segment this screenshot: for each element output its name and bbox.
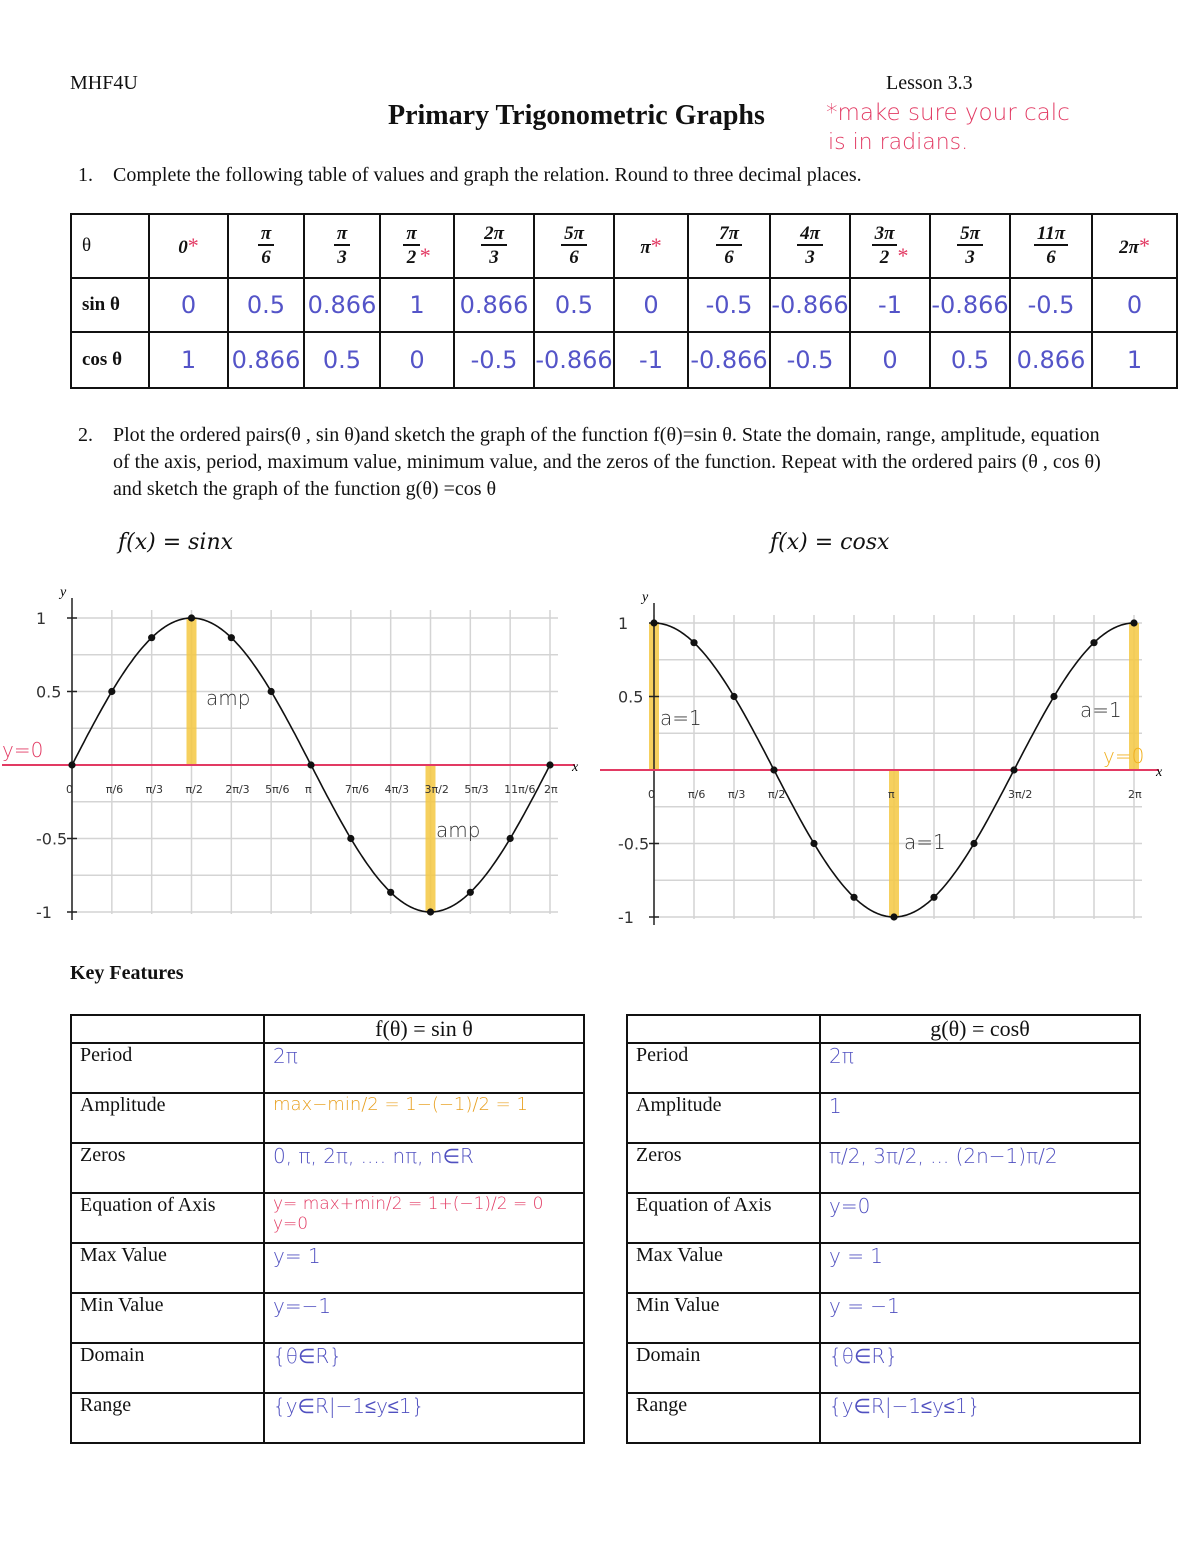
star-mark: * [897,242,909,268]
feature-row [627,1193,1140,1243]
cos-value-cell: -1 [614,332,688,388]
cos-value-cell: -0.5 [454,332,534,388]
cos-value-cell: 0 [850,332,930,388]
theta-cell [930,214,1010,278]
sin-value-cell: 0.5 [228,278,304,332]
sin-row [71,278,1177,332]
theta-cell [534,214,614,278]
feature-label: Amplitude [71,1093,264,1143]
feature-row [71,1043,584,1093]
data-point [507,835,514,842]
cos-value-cell: -0.866 [534,332,614,388]
annotation-text: y=0 [1103,744,1145,768]
feature-label: Domain [627,1343,820,1393]
data-point [1090,639,1097,646]
feature-value: y = 1 [820,1243,1140,1293]
x-tick-label: π/2 [185,783,203,796]
values-table [70,213,1178,389]
x-tick-label: π [305,783,312,796]
feature-value: y= max+min/2 = 1+(−1)/2 = 0 y=0 [264,1193,584,1243]
data-point [68,761,75,768]
theta-value: 0 [178,237,188,258]
feature-label: Zeros [71,1143,264,1193]
x-tick-label: π/6 [688,788,706,801]
theta-numerator: 5π [957,224,983,246]
page-title: Primary Trigonometric Graphs [388,100,765,131]
feature-row [71,1293,584,1343]
feature-value: {y∈R|−1≤y≤1} [820,1393,1140,1443]
feature-row [627,1293,1140,1343]
x-axis-label: x [1156,765,1163,780]
theta-row [71,214,1177,278]
feature-value: {θ∈R} [264,1343,584,1393]
theta-denominator: 3 [965,247,975,268]
feature-row [627,1343,1140,1393]
theta-denominator: 2 [879,246,890,268]
theta-denominator: 6 [261,247,271,268]
data-point [770,766,777,773]
course-code: MHF4U [70,72,138,94]
cos-features-table [626,1014,1141,1444]
sin-value-cell: 0 [1092,278,1177,332]
theta-cell [1092,214,1177,278]
data-point [1130,619,1137,626]
x-tick-label: 2π [544,783,558,796]
feature-row [627,1393,1140,1443]
feature-value: 2π [820,1043,1140,1093]
theta-value: π [640,237,651,258]
theta-numerator: 2π [481,224,507,246]
feature-label: Range [71,1393,264,1443]
star-mark: * [1138,233,1150,258]
annotation-text: y=0 [2,738,44,762]
cos-value-cell: 0.866 [228,332,304,388]
feature-value: y= 1 [264,1243,584,1293]
feature-row [71,1193,584,1243]
feature-label: Amplitude [627,1093,820,1143]
sin-value-cell: 1 [380,278,454,332]
sin-value-cell: -1 [850,278,930,332]
x-tick-label: 5π/6 [265,783,290,796]
lesson-number: Lesson 3.3 [886,72,973,94]
data-point [930,894,937,901]
theta-numerator: 11π [1034,224,1068,246]
cos-graph [600,585,1200,935]
feature-value: max−min/2 = 1−(−1)/2 = 1 [264,1093,584,1143]
theta-numerator: 3π [872,224,898,246]
theta-denominator: 3 [489,247,499,268]
data-point [1010,766,1017,773]
theta-cell [149,214,228,278]
cos-row [71,332,1177,388]
feature-value: 2π [264,1043,584,1093]
feature-label: Period [71,1043,264,1093]
x-tick-label: 2π/3 [225,783,250,796]
data-point [467,889,474,896]
theta-denominator: 6 [569,247,579,268]
x-tick-label: 7π/6 [344,783,370,796]
y-tick-label: -0.5 [618,834,650,854]
cos-value-cell: 1 [1092,332,1177,388]
y-tick-label: 1 [618,614,629,633]
feature-value: y = −1 [820,1293,1140,1343]
question-1-number: 1. [78,164,93,186]
x-tick-label: π/3 [145,783,163,796]
data-point [228,634,235,641]
cos-value-cell: 0.5 [304,332,380,388]
sin-header: sin θ [71,278,149,332]
feature-label: Equation of Axis [627,1193,820,1243]
feature-label: Max Value [71,1243,264,1293]
y-tick-label: -1 [36,903,52,922]
theta-value: 2π [1119,237,1139,258]
annotation-text: a=1 [904,830,946,854]
sin-value-cell: -0.866 [770,278,850,332]
feature-row [627,1143,1140,1193]
question-2-number: 2. [78,424,93,446]
theta-cell [454,214,534,278]
feature-value: {θ∈R} [820,1343,1140,1393]
y-tick-label: -1 [618,908,634,927]
annotation-text: a=1 [660,706,702,730]
cos-value-cell: -0.5 [770,332,850,388]
x-tick-label: 5π/3 [464,783,489,796]
theta-cell [380,214,454,278]
x-tick-label: 3π/2 [424,783,449,796]
star-mark: * [650,233,662,258]
question-2-text: Plot the ordered pairs(θ , sin θ)and sketch the graph of the function f(θ)=sin θ. State the domain, range, amplitude, equation of the axis, period, maximum value, minimum value, and the zeros of the function. Repeat with the ordered pairs (θ , cos θ) and sketch the graph of the function g(θ) =cos θ [113,424,1101,500]
feature-label: Domain [71,1343,264,1393]
data-point [148,634,155,641]
x-tick-label: π [888,788,895,801]
feature-value: {y∈R|−1≤y≤1} [264,1393,584,1443]
sin-value-cell: 0 [614,278,688,332]
feature-label: Equation of Axis [71,1193,264,1243]
x-axis-label: x [572,760,579,775]
x-tick-label: 4π/3 [384,783,409,796]
theta-numerator: π [334,224,350,246]
feature-label: Zeros [627,1143,820,1193]
annotation-text: amp [436,818,481,842]
handwritten-note-line2: is in radians. [828,130,969,155]
data-point [347,835,354,842]
theta-header: θ [71,214,149,278]
data-point [810,840,817,847]
x-tick-label: π/3 [728,788,746,801]
sin-graph [0,585,600,935]
feature-row [71,1343,584,1393]
cos-value-cell: -0.866 [688,332,770,388]
data-point [307,761,314,768]
theta-cell [850,214,930,278]
sin-value-cell: 0 [149,278,228,332]
feature-row [71,1143,584,1193]
theta-numerator: π [403,224,419,246]
theta-numerator: 5π [561,224,587,246]
feature-label: Min Value [71,1293,264,1343]
y-tick-label: -0.5 [36,829,68,849]
x-tick-label: 0 [648,788,655,801]
feature-value: 1 [820,1093,1140,1143]
sin-value-cell: -0.866 [930,278,1010,332]
data-point [650,619,657,626]
sin-graph-title: f(x) = sinx [118,530,234,555]
feature-row [71,1393,584,1443]
theta-denominator: 6 [724,247,734,268]
data-point [108,688,115,695]
sin-value-cell: 0.5 [534,278,614,332]
feature-row [627,1043,1140,1093]
cos-header: cos θ [71,332,149,388]
theta-denominator: 3 [337,247,347,268]
star-mark: * [187,233,199,258]
sin-features-table [70,1014,585,1444]
feature-value: π/2, 3π/2, ... (2n−1)π/2 [820,1143,1140,1193]
theta-denominator: 3 [805,247,815,268]
amplitude-highlight [187,618,197,765]
data-point [387,889,394,896]
sin-value-cell: 0.866 [454,278,534,332]
theta-cell [614,214,688,278]
data-point [546,761,553,768]
theta-cell [770,214,850,278]
cos-value-cell: 1 [149,332,228,388]
y-axis-label: y [642,590,649,605]
cos-value-cell: 0.5 [930,332,1010,388]
question-1-text: Complete the following table of values and graph the relation. Round to three decimal places. [113,164,862,186]
theta-cell [304,214,380,278]
data-point [427,908,434,915]
feature-label: Max Value [627,1243,820,1293]
sin-value-cell: -0.5 [688,278,770,332]
theta-numerator: 7π [716,224,742,246]
theta-numerator: 4π [797,224,823,246]
theta-cell [228,214,304,278]
theta-cell [688,214,770,278]
x-tick-label: π/2 [768,788,786,801]
feature-row [627,1093,1140,1143]
sin-value-cell: -0.5 [1010,278,1092,332]
x-tick-label: 11π/6 [504,783,536,796]
cos-value-cell: 0.866 [1010,332,1092,388]
data-point [970,840,977,847]
feature-row [627,1243,1140,1293]
feature-label: Period [627,1043,820,1093]
x-tick-label: 2π [1128,788,1142,801]
data-point [690,639,697,646]
feature-value: y=0 [820,1193,1140,1243]
annotation-text: a=1 [1080,698,1122,722]
feature-value: y=−1 [264,1293,584,1343]
feature-label: Min Value [627,1293,820,1343]
x-tick-label: 0 [66,783,73,796]
feature-value: 0, π, 2π, .... nπ, n∈R [264,1143,584,1193]
theta-denominator: 2 [406,246,417,268]
data-point [268,688,275,695]
x-tick-label: π/6 [105,783,124,796]
handwritten-note-line1: *make sure your calc [826,100,1070,126]
feature-row [71,1243,584,1293]
y-tick-label: 0.5 [36,682,62,702]
theta-cell [1010,214,1092,278]
feature-label: Range [627,1393,820,1443]
theta-numerator: π [258,224,274,246]
x-tick-label: 3π/2 [1008,788,1033,801]
cos-value-cell: 0 [380,332,454,388]
data-point [890,913,897,920]
y-tick-label: 1 [36,609,47,628]
cos-graph-title: f(x) = cosx [770,530,890,555]
data-point [1050,693,1057,700]
data-point [730,693,737,700]
annotation-text: amp [206,686,251,710]
star-mark: * [419,242,431,268]
key-features-heading: Key Features [70,962,184,984]
data-point [850,894,857,901]
sin-value-cell: 0.866 [304,278,380,332]
y-tick-label: 0.5 [618,687,644,707]
feature-row [71,1093,584,1143]
theta-denominator: 6 [1046,247,1056,268]
sin-features-header: f(θ) = sin θ [264,1015,584,1043]
y-axis-label: y [60,585,67,600]
cos-features-header: g(θ) = cosθ [820,1015,1140,1043]
data-point [188,614,195,621]
